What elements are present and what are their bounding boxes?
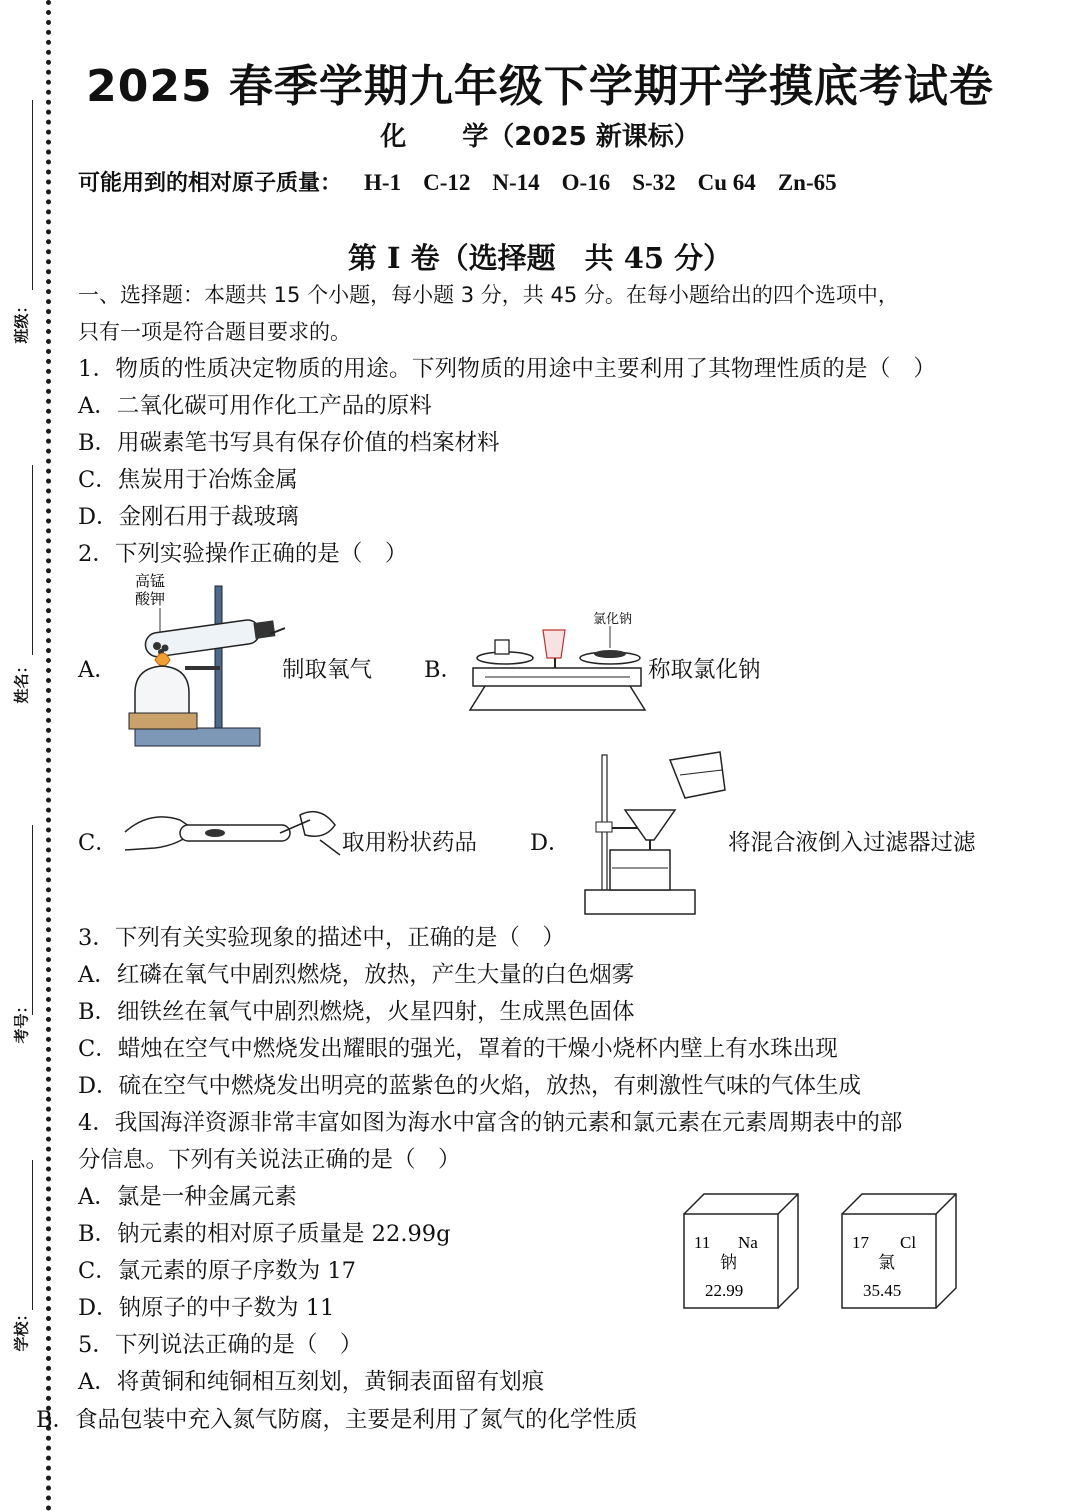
q4-option-c: C．氯元素的原子序数为 17 [78, 1258, 356, 1284]
exam-no-underline [32, 825, 33, 1015]
q3-option-a: A．红磷在氧气中剧烈燃烧，放热，产生大量的白色烟雾 [78, 962, 635, 988]
q3-option-d: D．硫在空气中燃烧发出明亮的蓝紫色的火焰，放热，有刺激性气味的气体生成 [78, 1073, 862, 1099]
q1-option-c: C．焦炭用于冶炼金属 [78, 467, 298, 493]
sodium-name: 钠 [720, 1253, 737, 1272]
exam-no-label: 考号： [12, 998, 31, 1044]
atomic-mass-c: C-12 [423, 170, 471, 195]
atomic-mass-cu: Cu 64 [697, 170, 756, 195]
atomic-mass-o: O-16 [561, 170, 611, 195]
q2-fig-c-powder-handling [120, 800, 345, 862]
instructions-line1: 一、选择题：本题共 15 个小题，每小题 3 分，共 45 分。在每小题给出的四个选项中， [78, 283, 899, 307]
class-label: 班级： [12, 298, 31, 344]
chlorine-number: 17 [852, 1233, 869, 1252]
q2-option-d-caption: 将混合液倒入过滤器过滤 [728, 830, 976, 856]
q3-stem: 3．下列有关实验现象的描述中，正确的是（ ） [78, 925, 565, 951]
q4-option-b: B．钠元素的相对原子质量是 22.99g [78, 1221, 451, 1247]
q2-stem: 2．下列实验操作正确的是（ ） [78, 541, 408, 567]
element-card-sodium [680, 1190, 802, 1312]
sodium-symbol: Na [738, 1233, 758, 1252]
sodium-mass: 22.99 [705, 1281, 744, 1300]
q5-option-a: A．将黄铜和纯铜相互刻划，黄铜表面留有划痕 [78, 1369, 545, 1395]
name-underline [32, 465, 33, 655]
q5-stem: 5．下列说法正确的是（ ） [78, 1332, 363, 1358]
q2-option-a-letter: A． [78, 657, 117, 683]
section-title: 第 I 卷（选择题 共 45 分） [347, 241, 733, 275]
element-card-chlorine [838, 1190, 960, 1312]
subject-part1: 化 [380, 122, 407, 152]
q3-option-c: C．蜡烛在空气中燃烧发出耀眼的强光，罩着的干燥小烧杯内壁上有水珠出现 [78, 1036, 838, 1062]
q4-option-a: A．氯是一种金属元素 [78, 1184, 297, 1210]
q4-stem-line1: 4．我国海洋资源非常丰富如图为海水中富含的钠元素和氯元素在元素周期表中的部 [78, 1110, 903, 1136]
atomic-mass-zn: Zn-65 [777, 170, 837, 195]
atomic-mass-n: N-14 [492, 170, 540, 195]
q2-option-c-letter: C． [78, 830, 118, 856]
subject-title [0, 116, 1080, 153]
subject-part2: 学（2025 新课标） [462, 122, 700, 152]
q2-option-b-letter: B． [424, 657, 464, 683]
exam-title: 2025 春季学期九年级下学期开学摸底考试卷 [86, 61, 994, 112]
q1-stem: 1．物质的性质决定物质的用途。下列物质的用途中主要利用了其物理性质的是（ ） [78, 356, 937, 382]
q4-stem-line2: 分信息。下列有关说法正确的是（ ） [78, 1147, 461, 1173]
q2-fig-a-text2: 酸钾 [135, 590, 166, 608]
atomic-mass-s: S-32 [632, 170, 676, 195]
chlorine-mass: 35.45 [863, 1281, 902, 1300]
sodium-number: 11 [694, 1233, 711, 1252]
q2-option-b-caption: 称取氯化钠 [648, 657, 761, 683]
q4-option-d: D．钠原子的中子数为 11 [78, 1295, 335, 1321]
q2-option-c-caption: 取用粉状药品 [342, 830, 478, 856]
q5-option-b: B．食品包装中充入氮气防腐，主要是利用了氮气的化学性质 [36, 1407, 638, 1433]
binding-dotted-line [46, 0, 51, 1512]
atomic-masses-label: 可能用到的相对原子质量： [78, 171, 343, 196]
instructions-line2: 只有一项是符合题目要求的。 [78, 320, 351, 344]
atomic-mass-h: H-1 [364, 170, 402, 195]
q2-option-d-letter: D． [530, 830, 571, 856]
q1-option-d: D．金刚石用于裁玻璃 [78, 504, 299, 530]
q1-option-a: A．二氧化碳可用作化工产品的原料 [78, 393, 432, 419]
chlorine-name: 氯 [878, 1253, 895, 1272]
q2-fig-b-balance [465, 608, 650, 716]
name-label: 姓名： [12, 658, 31, 704]
q2-fig-b-text: 氯化钠 [593, 612, 633, 627]
q2-fig-d-filtration [580, 750, 730, 920]
q3-option-b: B．细铁丝在氧气中剧烈燃烧，火星四射，生成黑色固体 [78, 999, 635, 1025]
school-underline [32, 1160, 33, 1310]
atomic-masses [78, 166, 837, 197]
q1-option-b: B．用碳素笔书写具有保存价值的档案材料 [78, 430, 500, 456]
school-label: 学校： [12, 1306, 31, 1352]
q2-option-a-caption: 制取氧气 [282, 657, 373, 683]
q2-fig-a-heating-apparatus [115, 568, 285, 750]
q2-fig-a-text1: 高锰 [135, 572, 166, 590]
chlorine-symbol: Cl [900, 1233, 917, 1252]
